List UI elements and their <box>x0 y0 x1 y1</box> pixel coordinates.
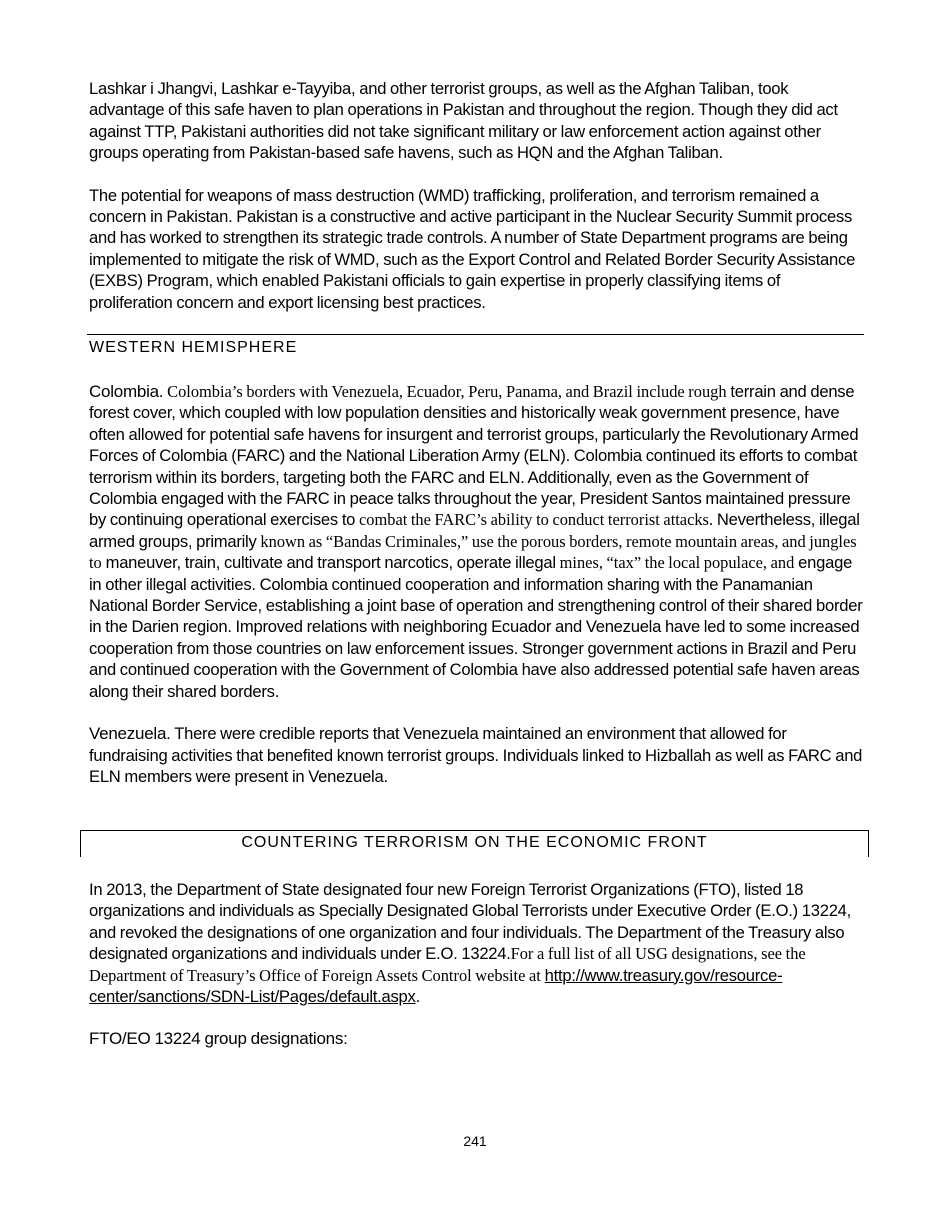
colombia-section <box>89 381 864 787</box>
paragraph-colombia <box>89 381 864 702</box>
colombia-text-8: engage in other illegal activities. Colombia continued cooperation and information sharing with the Panamanian National Border Service, establishing a joint base of operation and strengthening control of their shared border in the Darien region. Improved relations with neighboring Ecuador and Venezuela have led to some increased cooperation from those countries on law enforcement issues. Stronger government actions in Brazil and Peru and continued cooperation with the Government of Colombia have also addressed potential safe haven areas along their shared borders. <box>89 553 863 701</box>
economic-text-2: For a full list of all USG designations, see the Department of Treasury’s Office of Foreign Assets Control website at <box>89 944 806 985</box>
colombia-text-6: maneuver, train, cultivate and transport narcotics, operate illegal <box>105 553 556 573</box>
paragraph-pakistan-safe-havens: Lashkar i Jhangvi, Lashkar e-Tayyiba, and other terrorist groups, as well as the Afghan Taliban, took advantage of this safe haven to plan operations in Pakistan and throughout the region. Though they did act against TTP, Pakistani authorities did not take significant military or law enforcement action against other groups operating from Pakistan-based safe havens, such as HQN and the Afghan Taliban. <box>89 79 838 163</box>
fto-designations-heading: FTO/EO 13224 group designations: <box>89 1029 348 1049</box>
paragraph-wmd-pakistan: The potential for weapons of mass destruction (WMD) trafficking, proliferation, and terrorism remained a concern in Pakistan. Pakistan is a constructive and active participant in the Nuclear Security Summit process and has worked to strengthen its strategic trade controls. A number of State Department programs are being implemented to mitigate the risk of WMD, such as the Export Control and Related Border Security Assistance (EXBS) Program, which enabled Pakistani officials to gain expertise in properly classifying items of proliferation concern and export licensing best practices. <box>89 185 856 312</box>
colombia-text-1: Colombia’s borders with Venezuela, Ecuador, Peru, Panama, and Brazil include rough <box>167 382 727 401</box>
paragraph-venezuela <box>89 723 864 787</box>
page-body <box>89 78 864 313</box>
paragraph-designations <box>89 879 864 1007</box>
colombia-text-3: combat the FARC’s ability to conduct terrorist attacks. <box>359 510 714 530</box>
colombia-text-2: terrain and dense forest cover, which coupled with low population densities and historically weak government presence, have often allowed for potential safe havens for insurgent and terrorist groups, particularly the Revolutionary Armed Forces of Colombia (FARC) and the National Liberation Army (ELN). Colombia continued its efforts to combat terrorism within its borders, targeting both the FARC and ELN. Additionally, even as the Government of Colombia engaged with the FARC in peace talks throughout the year, President Santos maintained pressure by continuing operational exercises to <box>89 382 859 530</box>
venezuela-text: There were credible reports that Venezuela maintained an environment that allowed for fundraising activities that benefited known terrorist groups. Individuals linked to Hizballah as well as FARC and ELN members were present in Venezuela. <box>89 724 863 786</box>
economic-section <box>89 879 864 1050</box>
colombia-text-5: known as “Bandas Criminales,” use the porous borders, remote mountain areas, and jungles to <box>89 531 857 573</box>
economic-text-1: In 2013, the Department of State designated four new Foreign Terrorist Organizations (FTO), listed 18 organizations and individuals as Specially Designated Global Terrorists under Executive Order (E.O.) 13224, and revoked the designations of one organization and four individuals. The Department of the Treasury also designated organizations and individuals under E.O. 13224. <box>89 880 852 964</box>
colombia-lead: Colombia. <box>89 382 164 401</box>
colombia-text-4: Nevertheless, illegal armed groups, primarily <box>89 510 860 551</box>
section-heading-western-hemisphere: WESTERN HEMISPHERE <box>89 339 298 356</box>
colombia-text-7: mines, “tax” the local populace, and <box>559 553 795 573</box>
treasury-sdn-list-link[interactable]: http://www.treasury.gov/resource-center/sanctions/SDN-List/Pages/default.aspx <box>89 965 783 1007</box>
venezuela-lead: Venezuela. <box>89 724 171 744</box>
section-rule <box>87 334 864 335</box>
page-number: 241 <box>463 1133 487 1149</box>
section-heading-economic-front: COUNTERING TERRORISM ON THE ECONOMIC FRONT <box>241 834 708 851</box>
economic-text-end: . <box>415 987 420 1007</box>
section-heading-box <box>80 830 869 857</box>
